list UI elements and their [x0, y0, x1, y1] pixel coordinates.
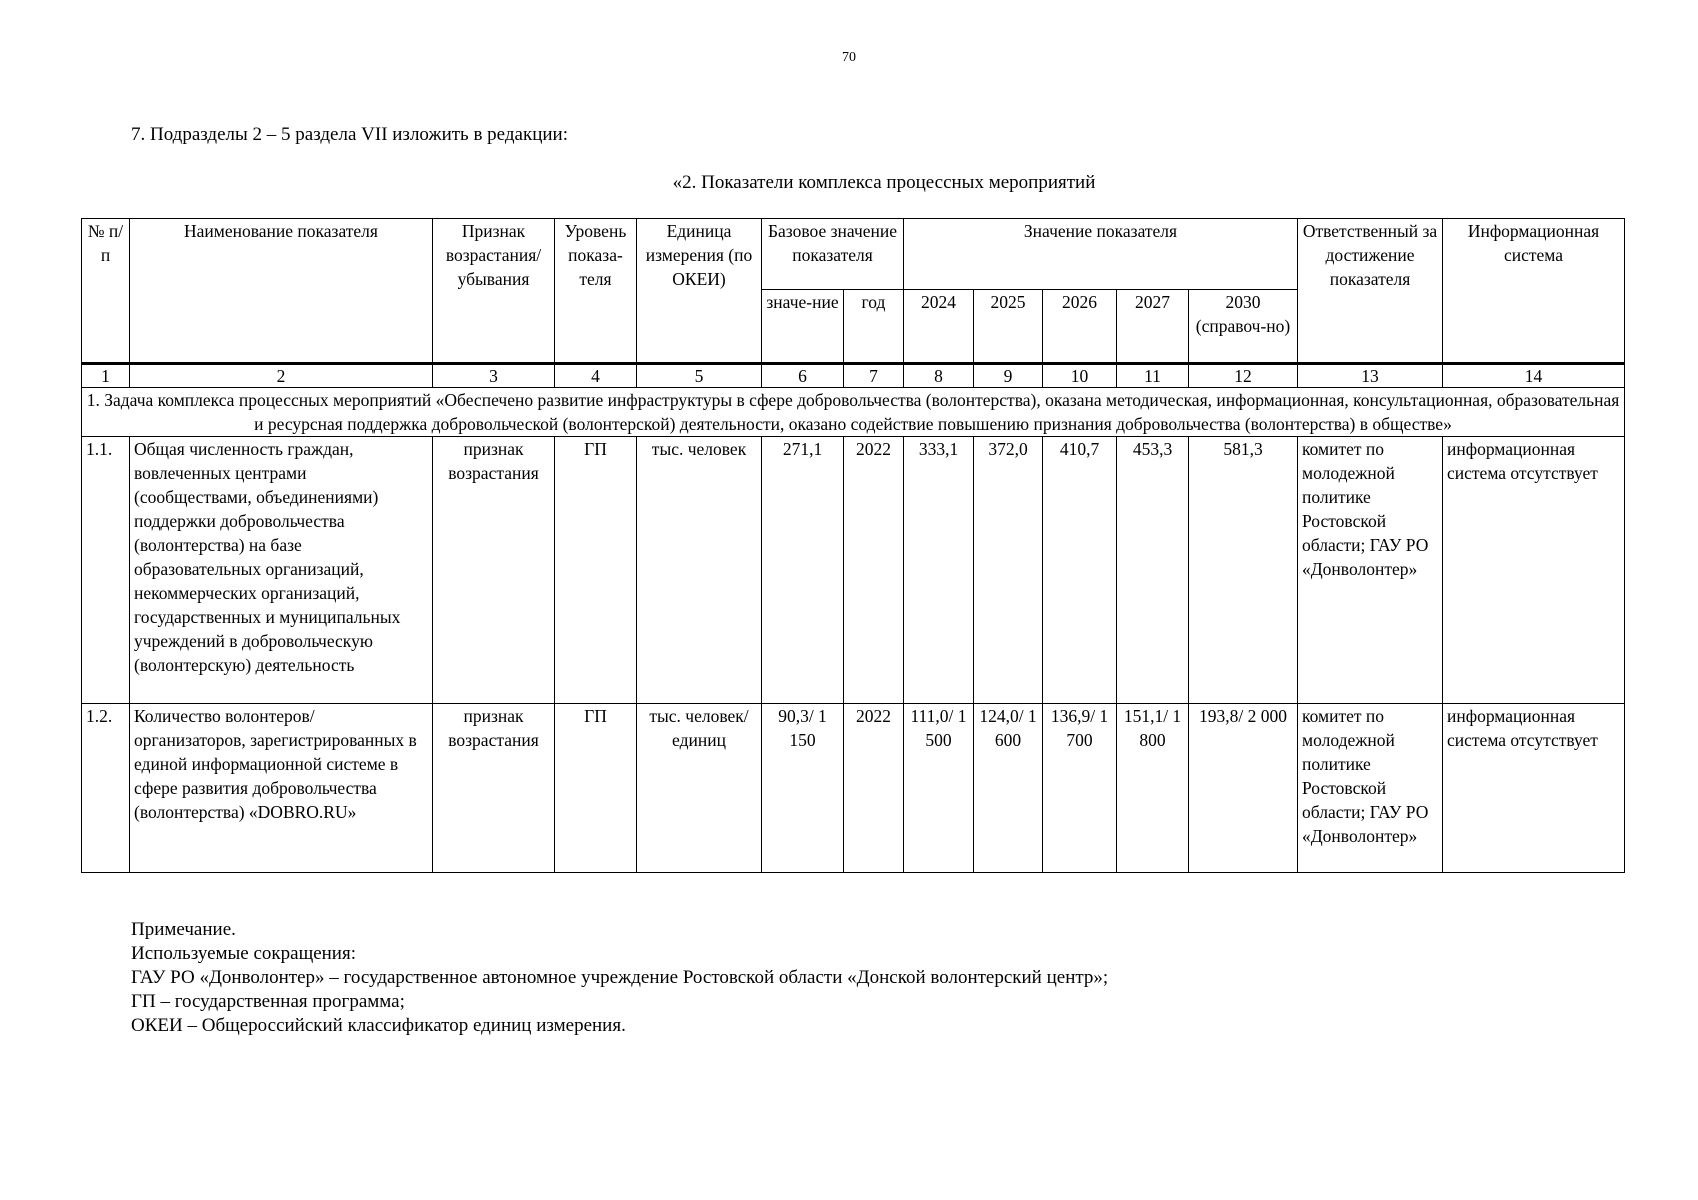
column-number: 7: [844, 364, 904, 388]
row-level: ГП: [555, 704, 637, 873]
row-base-year: 2022: [844, 437, 904, 704]
column-number: 1: [82, 364, 130, 388]
row-value-2026: 410,7: [1043, 437, 1117, 704]
column-number: 2: [130, 364, 433, 388]
row-value-2027: 151,1/ 1 800: [1117, 704, 1189, 873]
row-value-2030: 581,3: [1189, 437, 1298, 704]
note-line: ГП – государственная программа;: [131, 991, 405, 1012]
header-2025: 2025: [974, 290, 1043, 364]
indicators-table: [81, 218, 1625, 873]
row-num: 1.1.: [82, 437, 130, 704]
column-number: 9: [974, 364, 1043, 388]
row-sign: признак возрастания: [433, 704, 555, 873]
row-name: Общая численность граждан, вовлеченных центрами (сообществами, объединениями) поддержки добровольчества (волонтерства) на базе образовательных организаций, некоммерческих организаций, государственных и муниципальных учреждений в добровольческую (волонтерскую) деятельность: [130, 437, 433, 704]
column-number: 5: [637, 364, 762, 388]
note-line: Используемые сокращения:: [131, 943, 356, 964]
header-sign: Признак возрастания/ убывания: [433, 219, 555, 364]
row-info-system: информационная система отсутствует: [1443, 704, 1625, 873]
column-number: 12: [1189, 364, 1298, 388]
header-base: Базовое значение показателя: [762, 219, 904, 290]
header-unit: Единица измерения (по ОКЕИ): [637, 219, 762, 364]
row-name: Количество волонтеров/ организаторов, зарегистрированных в единой информационной системе в сфере развития добровольчества (волонтерства) «DOBRO.RU»: [130, 704, 433, 873]
intro-paragraph: 7. Подразделы 2 – 5 раздела VII изложить в редакции:: [131, 124, 568, 145]
row-value-2024: 333,1: [904, 437, 974, 704]
table-row: [82, 437, 1625, 704]
row-value-2025: 124,0/ 1 600: [974, 704, 1043, 873]
column-number: 6: [762, 364, 844, 388]
row-base-year: 2022: [844, 704, 904, 873]
header-level: Уровень показа-теля: [555, 219, 637, 364]
row-value-2024: 111,0/ 1 500: [904, 704, 974, 873]
row-info-system: информационная система отсутствует: [1443, 437, 1625, 704]
note-line: Примечание.: [131, 919, 236, 940]
row-num: 1.2.: [82, 704, 130, 873]
section-row: [82, 388, 1625, 437]
row-sign: признак возрастания: [433, 437, 555, 704]
column-number: 10: [1043, 364, 1117, 388]
column-number: 8: [904, 364, 974, 388]
column-numbers-row: [82, 364, 1625, 388]
table-title: «2. Показатели комплекса процессных мероприятий: [672, 172, 1096, 193]
header-num: № п/п: [82, 219, 130, 364]
header-responsible: Ответственный за достижение показателя: [1298, 219, 1443, 364]
note-line: ОКЕИ – Общероссийский классификатор единиц измерения.: [131, 1015, 626, 1036]
header-base-value: значе-ние: [762, 290, 844, 364]
header-2026: 2026: [1043, 290, 1117, 364]
column-number: 11: [1117, 364, 1189, 388]
header-2030: 2030 (справоч-но): [1189, 290, 1298, 364]
row-base-value: 271,1: [762, 437, 844, 704]
header-2024: 2024: [904, 290, 974, 364]
header-base-year: год: [844, 290, 904, 364]
column-number: 13: [1298, 364, 1443, 388]
row-base-value: 90,3/ 1 150: [762, 704, 844, 873]
header-2027: 2027: [1117, 290, 1189, 364]
header-row-1: [82, 219, 1625, 290]
column-number: 4: [555, 364, 637, 388]
note-line: ГАУ РО «Донволонтер» – государственное автономное учреждение Ростовской области «Донской волонтерский центр»;: [131, 967, 1109, 988]
column-number: 14: [1443, 364, 1625, 388]
header-values: Значение показателя: [904, 219, 1298, 290]
row-unit: тыс. человек: [637, 437, 762, 704]
row-responsible: комитет по молодежной политике Ростовской области; ГАУ РО «Донволонтер»: [1298, 437, 1443, 704]
row-value-2030: 193,8/ 2 000: [1189, 704, 1298, 873]
notes: [131, 918, 1108, 1038]
row-value-2026: 136,9/ 1 700: [1043, 704, 1117, 873]
table-row: [82, 704, 1625, 873]
row-unit: тыс. человек/ единиц: [637, 704, 762, 873]
row-responsible: комитет по молодежной политике Ростовской области; ГАУ РО «Донволонтер»: [1298, 704, 1443, 873]
row-level: ГП: [555, 437, 637, 704]
header-info-system: Информационная система: [1443, 219, 1625, 364]
section-title: 1. Задача комплекса процессных мероприятий «Обеспечено развитие инфраструктуры в сфере добровольчества (волонтерства), оказана методическая, информационная, консультационная, образовательная и ресурсная поддержка добровольческой (волонтерской) деятельности, оказано содействие повышению признания добровольчества (волонтерства) в обществе»: [82, 388, 1625, 437]
column-number: 3: [433, 364, 555, 388]
row-value-2025: 372,0: [974, 437, 1043, 704]
row-value-2027: 453,3: [1117, 437, 1189, 704]
page-number: 70: [842, 50, 856, 65]
header-name: Наименование показателя: [130, 219, 433, 364]
